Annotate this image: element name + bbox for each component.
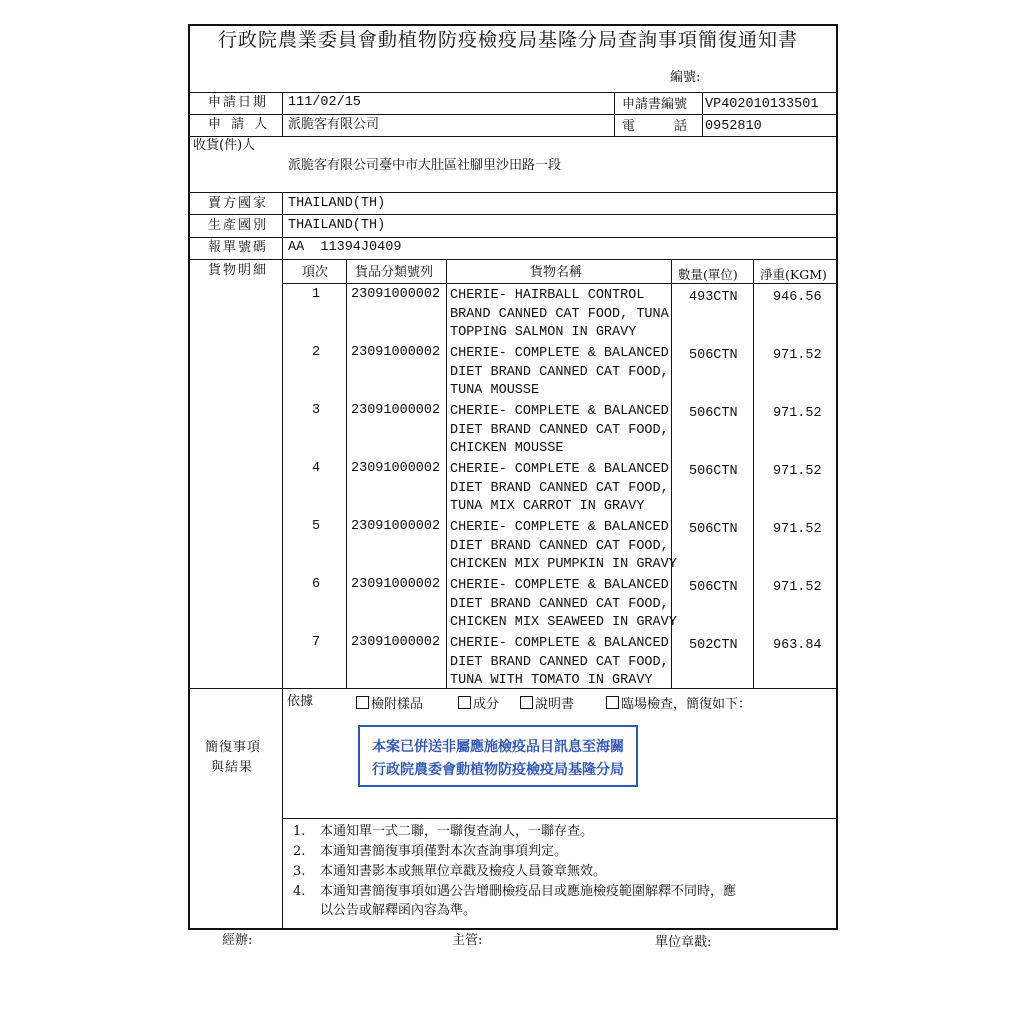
rule (188, 192, 838, 193)
option-ingredients: 成分 (458, 696, 499, 713)
rule (188, 92, 838, 93)
row-no: 6 (312, 577, 321, 592)
note-1-text: 本通知單一式二聯，一聯復查詢人，一聯存查。 (320, 824, 594, 839)
rule (346, 259, 347, 688)
basis-label: 依據 (287, 694, 314, 709)
row-weight: 963.84 (773, 638, 822, 653)
row-name: CHERIE- COMPLETE & BALANCED DIET BRAND CANNED CAT FOOD, CHICKEN MIX SEAWEED IN GRAVY (450, 578, 677, 630)
frame-bottom (188, 928, 838, 930)
applicant-value: 派脆客有限公司 (288, 117, 380, 132)
reply-label-line1: 簡復事項 (205, 740, 262, 755)
declaration-value: AA 11394J0409 (288, 240, 402, 255)
row-code: 23091000002 (351, 461, 441, 476)
date-label: 申請日期 (208, 95, 269, 110)
row-code: 23091000002 (351, 345, 441, 360)
rule (188, 259, 838, 260)
rule (188, 214, 838, 215)
handler-label: 經辦: (222, 933, 253, 948)
option-onsite: 臨場檢查，簡復如下： (606, 696, 751, 713)
col-header-qty: 數量(單位) (678, 267, 738, 282)
checkbox-icon (356, 696, 369, 709)
row-qty: 506CTN (689, 580, 738, 595)
phone-label: 電 話 (622, 119, 688, 134)
supervisor-label: 主管: (452, 933, 483, 948)
row-no: 1 (312, 287, 321, 302)
checkbox-icon (458, 696, 471, 709)
col-header-name: 貨物名稱 (530, 265, 583, 280)
row-no: 2 (312, 345, 321, 360)
row-name: CHERIE- COMPLETE & BALANCED DIET BRAND CANNED CAT FOOD, CHICKEN MOUSSE (450, 404, 669, 456)
consignee-value: 派脆客有限公司臺中市大肚區社腳里沙田路一段 (288, 158, 562, 173)
page-title: 行政院農業委員會動植物防疫檢疫局基隆分局查詢事項簡復通知書 (218, 29, 799, 51)
checkbox-icon (606, 696, 619, 709)
row-weight: 971.52 (773, 348, 822, 363)
row-no: 4 (312, 461, 321, 476)
date-value: 111/02/15 (288, 95, 361, 110)
note-3-text: 本通知書影本或無單位章戳及檢疫人員簽章無效。 (320, 864, 607, 879)
rule (282, 283, 838, 284)
frame-top (188, 24, 838, 26)
rule (188, 136, 838, 137)
row-qty: 506CTN (689, 522, 738, 537)
stamp-line2: 行政院農委會動植物防疫檢疫局基隆分局 (372, 762, 624, 778)
seller-label: 賣方國家 (208, 196, 269, 211)
row-code: 23091000002 (351, 519, 441, 534)
frame-right (836, 24, 838, 930)
note-4-num: 4. (293, 884, 306, 899)
checkbox-icon (520, 696, 533, 709)
rule (753, 259, 754, 688)
applicant-label: 申 請 人 (208, 117, 271, 132)
origin-label: 生產國別 (208, 218, 269, 233)
seller-value: THAILAND(TH) (288, 196, 386, 211)
unit-stamp-label: 單位章戳: (655, 935, 712, 950)
consignee-label: 收貨(件)人 (193, 138, 256, 153)
option-samples: 檢附樣品 (356, 696, 423, 713)
col-header-code: 貨品分類號列 (355, 265, 434, 280)
note-4-cont: 以公告或解釋函內容為準。 (320, 903, 477, 918)
row-qty: 502CTN (689, 638, 738, 653)
declaration-label: 報單號碼 (208, 240, 269, 255)
row-weight: 971.52 (773, 464, 822, 479)
note-3-num: 3. (293, 864, 306, 879)
rule (446, 259, 447, 688)
rule (702, 92, 703, 136)
official-stamp (358, 725, 638, 787)
goods-label: 貨物明細 (208, 263, 269, 278)
row-qty: 493CTN (689, 290, 738, 305)
stamp-line1: 本案已倂送非屬應施檢疫品目訊息至海關 (372, 739, 624, 755)
col-header-weight: 淨重(KGM) (760, 267, 827, 282)
row-weight: 971.52 (773, 580, 822, 595)
row-qty: 506CTN (689, 464, 738, 479)
note-2-text: 本通知書簡復事項僅對本次查詢事項判定。 (320, 844, 568, 859)
row-code: 23091000002 (351, 577, 441, 592)
rule (282, 192, 283, 928)
rule (188, 114, 838, 115)
serial-label: 編號: (670, 70, 701, 85)
row-qty: 506CTN (689, 348, 738, 363)
option-manual: 說明書 (520, 696, 574, 713)
row-no: 5 (312, 519, 321, 534)
row-code: 23091000002 (351, 287, 441, 302)
app-no-label: 申請書編號 (622, 97, 688, 112)
row-code: 23091000002 (351, 403, 441, 418)
app-no-value: VP402010133501 (705, 97, 819, 112)
row-qty: 506CTN (689, 406, 738, 421)
row-name: CHERIE- COMPLETE & BALANCED DIET BRAND CANNED CAT FOOD, CHICKEN MIX PUMPKIN IN GRAVY (450, 520, 677, 572)
row-weight: 971.52 (773, 522, 822, 537)
row-name: CHERIE- COMPLETE & BALANCED DIET BRAND CANNED CAT FOOD, TUNA MIX CARROT IN GRAVY (450, 462, 669, 514)
row-name: CHERIE- COMPLETE & BALANCED DIET BRAND CANNED CAT FOOD, TUNA WITH TOMATO IN GRAVY (450, 636, 669, 688)
note-1-num: 1. (293, 824, 306, 839)
row-name: CHERIE- COMPLETE & BALANCED DIET BRAND CANNED CAT FOOD, TUNA MOUSSE (450, 346, 669, 398)
rule (282, 818, 838, 819)
frame-left (188, 24, 190, 930)
rule (614, 92, 615, 136)
row-name: CHERIE- HAIRBALL CONTROL BRAND CANNED CAT FOOD, TUNA TOPPING SALMON IN GRAVY (450, 288, 669, 340)
row-no: 3 (312, 403, 321, 418)
row-weight: 971.52 (773, 406, 822, 421)
note-2-num: 2. (293, 844, 306, 859)
phone-value: 0952810 (705, 119, 762, 134)
col-header-no: 項次 (302, 265, 329, 280)
note-4-text: 本通知書簡復事項如遇公告增刪檢疫品目或應施檢疫範圍解釋不同時，應 (320, 884, 737, 899)
row-code: 23091000002 (351, 635, 441, 650)
row-weight: 946.56 (773, 290, 822, 305)
row-no: 7 (312, 635, 321, 650)
rule (282, 92, 283, 136)
rule (188, 237, 838, 238)
origin-value: THAILAND(TH) (288, 218, 386, 233)
reply-label-line2: 與結果 (211, 760, 254, 775)
